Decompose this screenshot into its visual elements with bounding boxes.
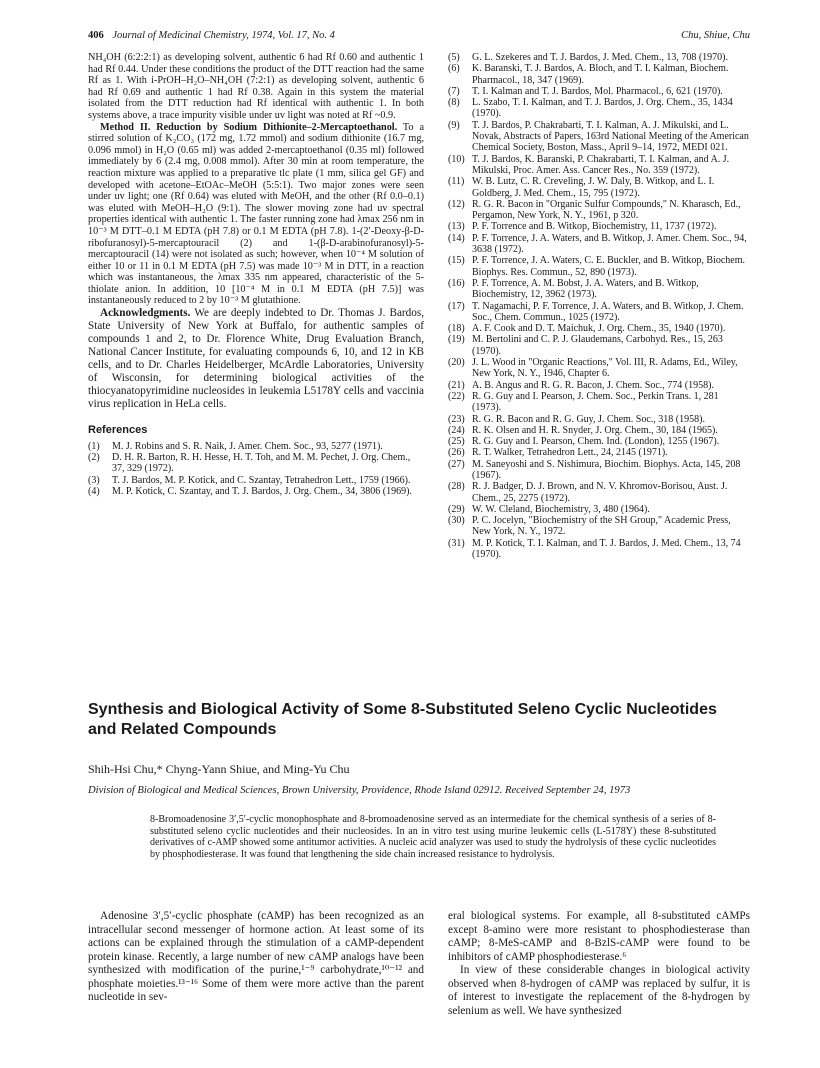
reference-item — [448, 323, 750, 334]
reference-number: (12) — [448, 198, 465, 210]
reference-text: W. W. Cleland, Biochemistry, 3, 480 (1964). — [472, 503, 650, 515]
running-head-left — [88, 30, 335, 46]
reference-text: D. H. R. Barton, R. H. Hesse, H. T. Toh, and M. M. Pechet, J. Org. Chem., 37, 329 (1972). — [112, 451, 411, 475]
reference-text: G. L. Szekeres and T. J. Bardos, J. Med. Chem., 13, 708 (1970). — [472, 52, 728, 63]
reference-number: (15) — [448, 255, 465, 267]
reference-text: M. J. Robins and S. R. Naik, J. Amer. Chem. Soc., 93, 5277 (1971). — [112, 440, 383, 452]
reference-text: R. J. Badger, D. J. Brown, and N. V. Khromov-Borisou, Aust. J. Chem., 25, 2275 (1972). — [472, 481, 728, 504]
reference-item — [448, 380, 750, 391]
reference-item — [448, 459, 750, 482]
reference-text: T. I. Kalman and T. J. Bardos, Mol. Pharmacol., 6, 621 (1970). — [472, 85, 723, 97]
reference-item — [448, 233, 750, 256]
right-column — [448, 52, 750, 560]
reference-item — [448, 255, 750, 278]
reference-number: (19) — [448, 334, 465, 346]
reference-text: J. L. Wood in "Organic Reactions," Vol. III, R. Adams, Ed., Wiley, New York, N. Y., 1946, Chapter 6. — [472, 357, 738, 380]
reference-item — [448, 52, 750, 63]
reference-number: (9) — [448, 119, 460, 131]
reference-text: R. G. R. Bacon and R. G. Guy, J. Chem. Soc., 318 (1958). — [472, 413, 705, 425]
reference-number: (25) — [448, 436, 465, 448]
reference-number: (30) — [448, 515, 465, 527]
reference-number: (21) — [448, 379, 465, 391]
reference-item — [88, 475, 424, 486]
method-paragraph — [88, 122, 424, 308]
reference-item — [448, 391, 750, 414]
reference-item — [448, 120, 750, 154]
reference-text: L. Szabo, T. I. Kalman, and T. J. Bardos, J. Org. Chem., 35, 1434 (1970). — [472, 97, 733, 120]
reference-item — [88, 486, 424, 497]
reference-number: (5) — [448, 52, 460, 63]
reference-item — [448, 199, 750, 222]
reference-item — [448, 447, 750, 458]
reference-number: (10) — [448, 153, 465, 165]
body-right-column — [448, 910, 750, 1018]
article-affiliation: Division of Biological and Medical Sciences, Brown University, Providence, Rhode Island 02912. Received September 24, 1973 — [88, 785, 631, 796]
reference-item — [448, 176, 750, 199]
reference-item — [448, 515, 750, 538]
reference-number: (24) — [448, 424, 465, 436]
reference-text: T. Nagamachi, P. F. Torrence, J. A. Waters, and B. Witkop, J. Chem. Soc., Chem. Commun., 1025 (1972). — [472, 300, 744, 323]
body-paragraph-2: eral biological systems. For example, all 8-substituted cAMPs except 8-amino were more resistant to phosphodiesterase than cAMP; 8-MeS-cAMP and 8-BzlS-cAMP were found to be inhibitors of cAMP phosphodiesterase.⁶ — [448, 910, 750, 963]
reference-number: (29) — [448, 503, 465, 515]
article-authors: Shih-Hsi Chu,* Chyng-Yann Shiue, and Ming-Yu Chu — [88, 762, 350, 776]
reference-item — [448, 481, 750, 504]
reference-number: (14) — [448, 232, 465, 244]
reference-item — [448, 334, 750, 357]
reference-number: (27) — [448, 458, 465, 470]
reference-text: P. F. Torrence, A. M. Bobst, J. A. Waters, and B. Witkop, Biochemistry, 12, 3962 (1973). — [472, 277, 699, 301]
reference-text: A. B. Angus and R. G. R. Bacon, J. Chem. Soc., 774 (1958). — [472, 379, 714, 391]
reference-text: T. J. Bardos, P. Chakrabarti, T. I. Kalman, A. J. Mikulski, and L. Novak, Abstracts of Papers, 163rd National Meeting of the American Chemical Society, Boston, Mass., April 9–14, 1972, MEDI 021. — [472, 119, 749, 154]
reference-item — [448, 425, 750, 436]
body-paragraph-3: In view of these considerable changes in biological activity observed when 8-hydrogen of cAMP was replaced by sulfur, it is of interest to investigate the replacement of the 8-hydrogen by selenium as well. We have synthesized — [448, 964, 750, 1017]
reference-number: (20) — [448, 357, 465, 369]
reference-item — [448, 221, 750, 232]
reference-text: P. F. Torrence, J. A. Waters, and B. Witkop, J. Amer. Chem. Soc., 94, 3638 (1972). — [472, 232, 747, 256]
reference-number: (22) — [448, 390, 465, 402]
reference-number: (8) — [448, 97, 460, 109]
reference-text: T. J. Bardos, M. P. Kotick, and C. Szantay, Tetrahedron Lett., 1759 (1966). — [112, 474, 411, 486]
journal-citation: Journal of Medicinal Chemistry, 1974, Vol. 17, No. 4 — [112, 30, 335, 41]
reference-number: (7) — [448, 85, 460, 97]
reference-number: (13) — [448, 221, 465, 233]
reference-item — [448, 86, 750, 97]
reference-item — [448, 436, 750, 447]
reference-list-right — [448, 52, 750, 560]
article-title: Synthesis and Biological Activity of Some 8-Substituted Seleno Cyclic Nucleotides and Related Compounds — [88, 701, 717, 738]
reference-item — [448, 278, 750, 301]
reference-item — [448, 504, 750, 515]
reference-item — [448, 97, 750, 120]
reference-text: K. Baranski, T. J. Bardos, A. Bloch, and T. I. Kalman, Biochem. Pharmacol., 18, 347 (1969). — [472, 63, 729, 86]
body-paragraph-1: Adenosine 3′,5′-cyclic phosphate (cAMP) has been recognized as an intracellular second messenger of hormone action. At least some of its actions can be explained through the stimulation of a cAMP-dependent protein kinase. Recently, a large number of new cAMP analogs have been synthesized with modification of the purine,¹⁻⁹ carbohydrate,¹⁰⁻¹² and phosphate moieties.¹³⁻¹⁶ Some of them were more active than the parent nucleotide in sev- — [88, 910, 424, 1003]
left-column — [88, 52, 424, 497]
reference-number: (11) — [448, 176, 465, 188]
reference-number: (18) — [448, 323, 465, 335]
body-left-column — [88, 910, 424, 1005]
reference-item — [448, 301, 750, 324]
reference-text: P. F. Torrence and B. Witkop, Biochemistry, 11, 1737 (1972). — [472, 221, 717, 233]
reference-number: (31) — [448, 537, 465, 549]
reference-number: (28) — [448, 481, 465, 493]
reference-number: (16) — [448, 277, 465, 289]
reference-number: (6) — [448, 63, 460, 75]
acknowledgments-heading: Acknowledgments. — [100, 307, 191, 320]
reference-text: P. F. Torrence, J. A. Waters, C. E. Buckler, and B. Witkop, Biochem. Biophys. Res. Commun., 52, 890 (1973). — [472, 255, 745, 278]
reference-item — [88, 441, 424, 452]
experimental-paragraph: NH₄OH (6:2:2:1) as developing solvent, authentic 6 had Rf 0.60 and authentic 1 had Rf 0.44. Under these conditions the product of the DTT reaction had the same Rf as 1. With i-PrOH–H₂O–NH₄OH (7:2:1) as developing solvent, authentic 6 had Rf 0.69 and authentic 1 had Rf 0.38. Again in this system the material isolated from the DTT reduction had Rf identical with authentic 1. In both systems above, a trace impurity visible under uv light was noted at Rf ~0.9. — [88, 52, 424, 121]
reference-text: M. P. Kotick, T. I. Kalman, and T. J. Bardos, J. Med. Chem., 13, 74 (1970). — [472, 537, 741, 561]
reference-text: M. P. Kotick, C. Szantay, and T. J. Bardos, J. Org. Chem., 34, 3806 (1969). — [112, 485, 412, 497]
reference-text: R. K. Olsen and H. R. Snyder, J. Org. Chem., 30, 184 (1965). — [472, 424, 718, 436]
reference-item — [88, 452, 424, 475]
reference-number: (4) — [88, 485, 100, 497]
references-heading: References — [88, 424, 148, 437]
reference-text: M. Bertolini and C. P. J. Glaudemans, Carbohyd. Res., 15, 263 (1970). — [472, 334, 723, 357]
reference-item — [448, 357, 750, 380]
running-head — [88, 30, 750, 46]
reference-number: (2) — [88, 451, 100, 463]
reference-item — [448, 63, 750, 86]
reference-text: M. Saneyoshi and S. Nishimura, Biochim. Biophys. Acta, 145, 208 (1967). — [472, 458, 741, 481]
reference-text: R. G. Guy and I. Pearson, J. Chem. Soc., Perkin Trans. 1, 281 (1973). — [472, 390, 719, 414]
reference-text: T. J. Bardos, K. Baranski, P. Chakrabarti, T. I. Kalman, and A. J. Mikulski, Proc. Amer. Ass. Cancer Res., No. 359 (1972). — [472, 153, 730, 176]
reference-text: R. T. Walker, Tetrahedron Lett., 24, 2145 (1971). — [472, 447, 668, 459]
reference-list-left — [88, 441, 424, 497]
acknowledgments-text: We are deeply indebted to Dr. Thomas J. Bardos, State University of New York at Buffalo, for authentic samples of compounds 1 and 2, to Dr. Florence White, Drug Evaluation Branch, National Cancer Institute, for evaluating compounds 6, 10, and 12 in KB cells, and to Dr. Charles Heidelberger, McArdle Laboratories, University of Wisconsin, for determining biological activities of the thiocyanatopyrimidine nucleosides in leukemia L5178Y cells and vaccinia virus replication in HeLa cells. — [88, 307, 424, 411]
reference-text: P. C. Jocelyn, "Biochemistry of the SH Group," Academic Press, New York, N. Y., 1972. — [472, 515, 731, 538]
reference-item — [448, 414, 750, 425]
reference-item — [448, 538, 750, 561]
reference-number: (23) — [448, 413, 465, 425]
page-number: 406 — [88, 30, 104, 41]
reference-item — [448, 154, 750, 177]
running-head-authors: Chu, Shiue, Chu — [681, 30, 750, 41]
acknowledgments-paragraph — [88, 307, 424, 411]
reference-number: (17) — [448, 300, 465, 312]
reference-text: W. B. Lutz, C. R. Creveling, J. W. Daly, B. Witkop, and L. I. Goldberg, J. Med. Chem., 15, 795 (1972). — [472, 176, 715, 199]
reference-number: (3) — [88, 474, 100, 486]
method-text: To a stirred solution of K₂CO₃ (172 mg, 1.72 mmol) and sodium dithionite (16.7 mg, 0.096 mmol) in H₂O (0.65 ml) was added 2-mercaptoethanol (0.35 ml) followed immediately by 6 (2.4 mg, 0.008 mmol). After 30 min at room temperature, the reaction mixture was applied to a preparative tlc plate (1 mm, silica gel GF) and developed with acetone–EtOAc–MeOH (5:5:1). Two major zones were seen under uv light; one (Rf 0.64) was eluted with MeOH, and the other (Rf 0.0–0.1) was eluted with MeOH–H₂O (9:1). The slower moving zone had uv spectral properties identical with authentic 1. The faster running zone had λmax 256 nm in 10⁻³ M DTT–0.1 M EDTA (pH 7.8) or 0.1 M EDTA (pH 7.8). 1-(2′-Deoxy-β-D-ribofuranosyl)-5-mercaptouracil (2) and 1-(β-D-arabinofuranosyl)-5-mercaptouracil (14) were not isolated as such; however, when 10⁻⁴ M solution of either 10 or 11 in 0.1 M EDTA (pH 7.5) was made 10⁻³ M in DTT, in a reaction which was instantaneous, the λmax 335 nm appeared, characteristic of the 5-thiolate anion. In addition, 10 [10⁻⁴ M in 0.1 M EDTA (pH 7.5)] was instantaneously reduced to 2 by 10⁻³ M glutathione. — [88, 121, 424, 307]
reference-text: A. F. Cook and D. T. Maichuk, J. Org. Chem., 35, 1940 (1970). — [472, 323, 726, 335]
article-abstract: 8-Bromoadenosine 3′,5′-cyclic monophosphate and 8-bromoadenosine served as an intermediate for the chemical synthesis of a series of 8-substituted seleno cyclic nucleotides and their nucleosides. In an in vitro test using murine leukemic cells (L-5178Y) these 8-substituted derivatives of c-AMP showed some antitumor activities. A nucleic acid analyzer was used to study the hydrolysis of these cyclic nucleotides by phosphodiesterase. It was found that lengthening the side chain increased resistance to hydrolysis. — [150, 814, 716, 860]
reference-number: (26) — [448, 447, 465, 459]
reference-text: R. G. Guy and I. Pearson, Chem. Ind. (London), 1255 (1967). — [472, 436, 720, 448]
method-heading: Method II. Reduction by Sodium Dithionite–2-Mercaptoethanol. — [100, 121, 398, 133]
reference-text: R. G. R. Bacon in "Organic Sulfur Compounds," N. Kharasch, Ed., Pergamon, New York, N. Y., 1961, p 320. — [472, 198, 741, 222]
reference-number: (1) — [88, 440, 100, 452]
